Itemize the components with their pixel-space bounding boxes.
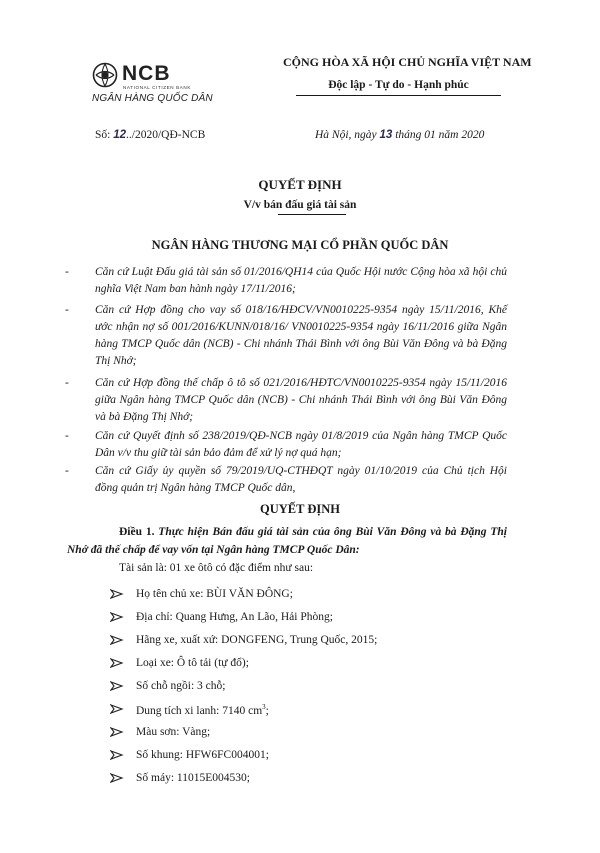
arrow-bullet-icon (110, 727, 124, 737)
arrow-bullet-icon (110, 681, 124, 691)
arrow-bullet-icon (110, 750, 124, 760)
dash-marker: - (65, 465, 69, 477)
spec-vehicle-type: Loại xe: Ô tô tải (tự đổ); (110, 657, 377, 680)
motto-underline (296, 95, 501, 96)
arrow-bullet-icon (110, 704, 124, 714)
asset-intro: Tài sản là: 01 xe ôtô có đặc điểm như sau: (119, 562, 314, 574)
ncb-globe-icon (92, 62, 118, 88)
dash-marker: - (65, 266, 69, 278)
logo-english-name: NATIONAL CITIZEN BANK (123, 85, 191, 90)
logo-wordmark: NCB (122, 62, 171, 85)
spec-engine-capacity: Dung tích xi lanh: 7140 $cm^3$; (110, 703, 377, 726)
country-name: CỘNG HÒA XÃ HỘI CHỦ NGHĨA VIỆT NAM (283, 55, 532, 69)
article-text: Thực hiện Bán đấu giá tài sản của ông Bùi Văn Đông và bà Đặng Thị Nhớ đã thế chấp để vay vốn tại Ngân hàng TMCP Quốc Dân: (67, 526, 508, 556)
vehicle-spec-list (110, 588, 377, 795)
document-date: Hà Nội, ngày 13 tháng 01 năm 2020 (315, 129, 485, 141)
arrow-bullet-icon (110, 612, 124, 622)
spec-engine-number: Số máy: 11015E004530; (110, 772, 377, 795)
dash-marker: - (65, 377, 69, 389)
issuer-name: NGÂN HÀNG THƯƠNG MẠI CỔ PHẦN QUỐC DÂN (151, 238, 449, 252)
decision-heading: QUYẾT ĐỊNH (260, 502, 340, 516)
spec-chassis-number: Số khung: HFW6FC004001; (110, 749, 377, 772)
arrow-bullet-icon (110, 589, 124, 599)
spec-brand: Hãng xe, xuất xứ: DONGFENG, Trung Quốc, 2015; (110, 634, 377, 657)
legal-basis-item: - Căn cứ Quyết định số 238/2019/QĐ-NCB ngày 01/8/2019 của Ngân hàng TMCP Quốc Dân v/v thu giữ tài sản bảo đảm để xử lý nợ quá hạn; (65, 430, 507, 459)
article-label: Điều 1. (119, 526, 155, 538)
spec-address: Địa chỉ: Quang Hưng, An Lão, Hải Phòng; (110, 611, 377, 634)
arrow-bullet-icon (110, 635, 124, 645)
document-subject: V/v bán đấu giá tài sản (243, 199, 357, 211)
legal-basis-item: - Căn cứ Hợp đồng cho vay số 018/16/HĐCV/VN0010225-9354 ngày 15/11/2016, Khế ước nhận nợ số 001/2016/KUNN/018/16/ VN0010225-9354 ngày 16/11/2016 giữa Ngân hàng TMCP Quốc dân (NCB) - Chi nhánh Thái Bình với ông Bùi Văn Đông và bà Đặng Thị Nhớ; (65, 304, 507, 367)
ncb-logo (92, 60, 232, 110)
spec-seats: Số chỗ ngồi: 3 chỗ; (110, 680, 377, 703)
arrow-bullet-icon (110, 658, 124, 668)
document-title: QUYẾT ĐỊNH (258, 177, 342, 192)
handwritten-number: 12 (113, 129, 127, 141)
document-number: Số: 12../2020/QĐ-NCB (95, 129, 206, 141)
logo-vietnamese-name: NGÂN HÀNG QUỐC DÂN (92, 93, 213, 104)
article-1 (67, 523, 507, 559)
spec-owner: Họ tên chủ xe: BÙI VĂN ĐÔNG; (110, 588, 377, 611)
dash-marker: - (65, 304, 69, 316)
subject-underline (278, 214, 346, 215)
spec-color: Màu sơn: Vàng; (110, 726, 377, 749)
handwritten-day: 13 (379, 129, 393, 141)
legal-basis-item: - Căn cứ Luật Đấu giá tài sản số 01/2016/QH14 của Quốc Hội nước Cộng hòa xã hội chủ nghĩa Việt Nam ban hành ngày 17/11/2016; (65, 266, 507, 295)
dash-marker: - (65, 430, 69, 442)
legal-basis-item: - Căn cứ Giấy ủy quyền số 79/2019/UQ-CTHĐQT ngày 01/10/2019 của Chủ tịch Hội đồng quản trị Ngân hàng TMCP Quốc dân, (65, 465, 507, 494)
legal-basis-item: - Căn cứ Hợp đồng thế chấp ô tô số 021/2016/HĐTC/VN0010225-9354 ngày 15/11/2016 giữa Ngân hàng TMCP Quốc dân (NCB) - Chi nhánh Thái Bình với ông Bùi Văn Đông và bà Đặng Thị Nhớ; (65, 377, 507, 423)
arrow-bullet-icon (110, 773, 124, 783)
national-motto: Độc lập - Tự do - Hạnh phúc (328, 79, 469, 91)
